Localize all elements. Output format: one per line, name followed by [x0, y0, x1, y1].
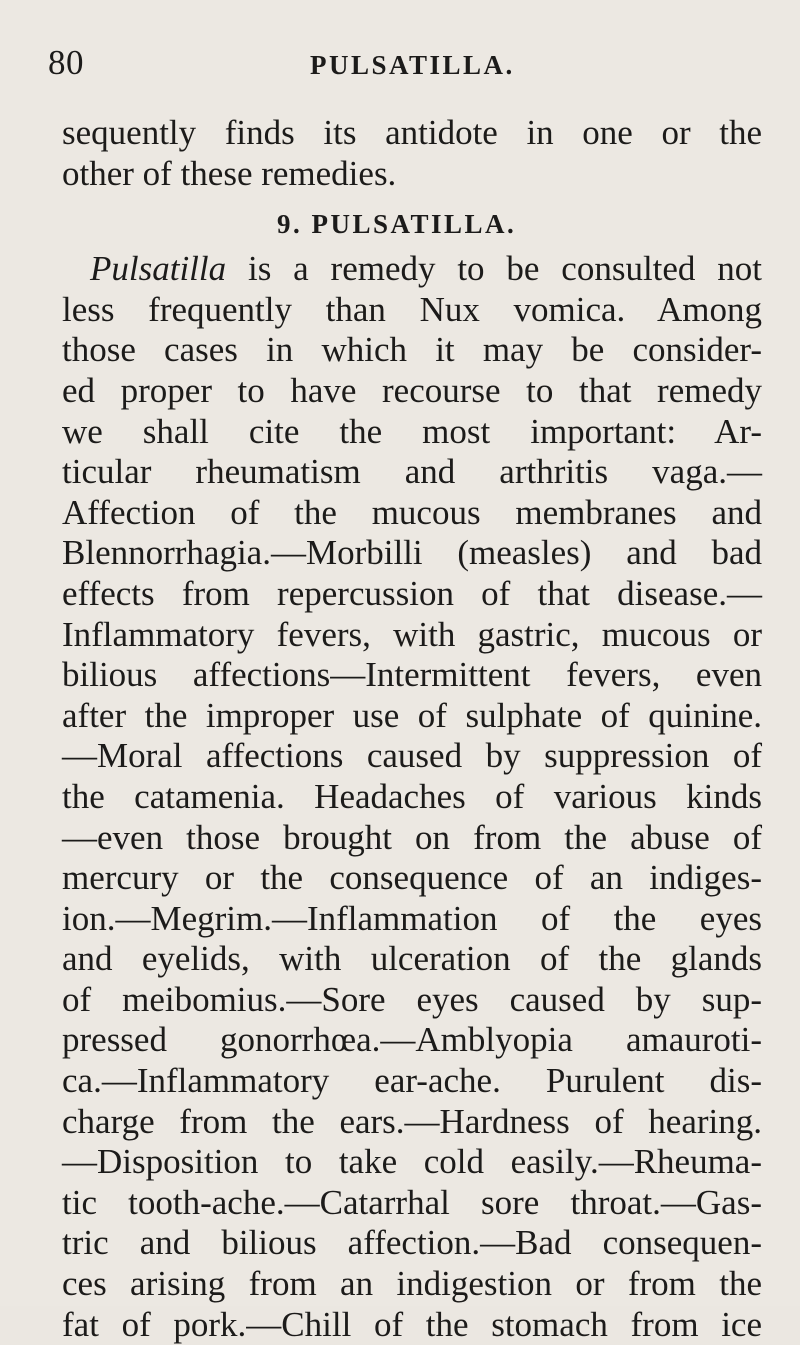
text-line: ion.—Megrim.—Inflammation of the eyes	[62, 898, 762, 938]
text-line: fat of pork.—Chill of the stomach from ice	[62, 1304, 762, 1344]
section-first-line	[62, 249, 762, 290]
remedy-name: Pulsatilla	[90, 249, 227, 289]
text-line: after the improper use of sulphate of quinine.	[62, 695, 762, 735]
text-line: ca.—Inflammatory ear-ache. Purulent dis-	[62, 1061, 762, 1101]
text-line: sequently finds its antidote in one or the	[62, 113, 762, 152]
text-line: the catamenia. Headaches of various kinds	[62, 776, 762, 816]
page-header	[48, 38, 748, 88]
text-line: —Disposition to take cold easily.—Rheuma-	[62, 1142, 762, 1182]
text-line: —even those brought on from the abuse of	[62, 817, 762, 857]
text-line: tric and bilious affection.—Bad consequen-	[62, 1223, 762, 1263]
running-title: PULSATILLA.	[310, 50, 515, 80]
text-line: —Moral affections caused by suppression of	[62, 736, 762, 776]
text-line: pressed gonorrhœa.—Amblyopia amauroti-	[62, 1020, 762, 1060]
text-line: ed proper to have recourse to that remedy	[62, 370, 762, 410]
text-line: tic tooth-ache.—Catarrhal sore throat.—Gas-	[62, 1182, 762, 1222]
text-line: effects from repercussion of that disease.—	[62, 573, 762, 613]
body-text	[62, 113, 762, 1345]
text-line: and eyelids, with ulceration of the glands	[62, 939, 762, 979]
text-line: Inflammatory fevers, with gastric, mucous or	[62, 614, 762, 654]
text-line: we shall cite the most important: Ar-	[62, 411, 762, 451]
text-line: those cases in which it may be consider-	[62, 330, 762, 370]
text-line: ces arising from an indigestion or from the	[62, 1264, 762, 1304]
text-line: less frequently than Nux vomica. Among	[62, 289, 762, 329]
text-line: Affection of the mucous membranes and	[62, 492, 762, 532]
section-heading: 9. PULSATILLA.	[277, 209, 517, 240]
text-line: mercury or the consequence of an indiges-	[62, 858, 762, 898]
text-line: Blennorrhagia.—Morbilli (measles) and bad	[62, 533, 762, 573]
first-line-rest: is a remedy to be consulted not	[226, 249, 762, 289]
page-number: 80	[48, 43, 84, 82]
text-line: other of these remedies.	[62, 153, 397, 193]
text-line: charge from the ears.—Hardness of hearing.	[62, 1101, 762, 1141]
text-line: bilious affections—Intermittent fevers, even	[62, 655, 762, 695]
text-line: of meibomius.—Sore eyes caused by sup-	[62, 979, 762, 1019]
text-line: ticular rheumatism and arthritis vaga.—	[62, 452, 762, 492]
